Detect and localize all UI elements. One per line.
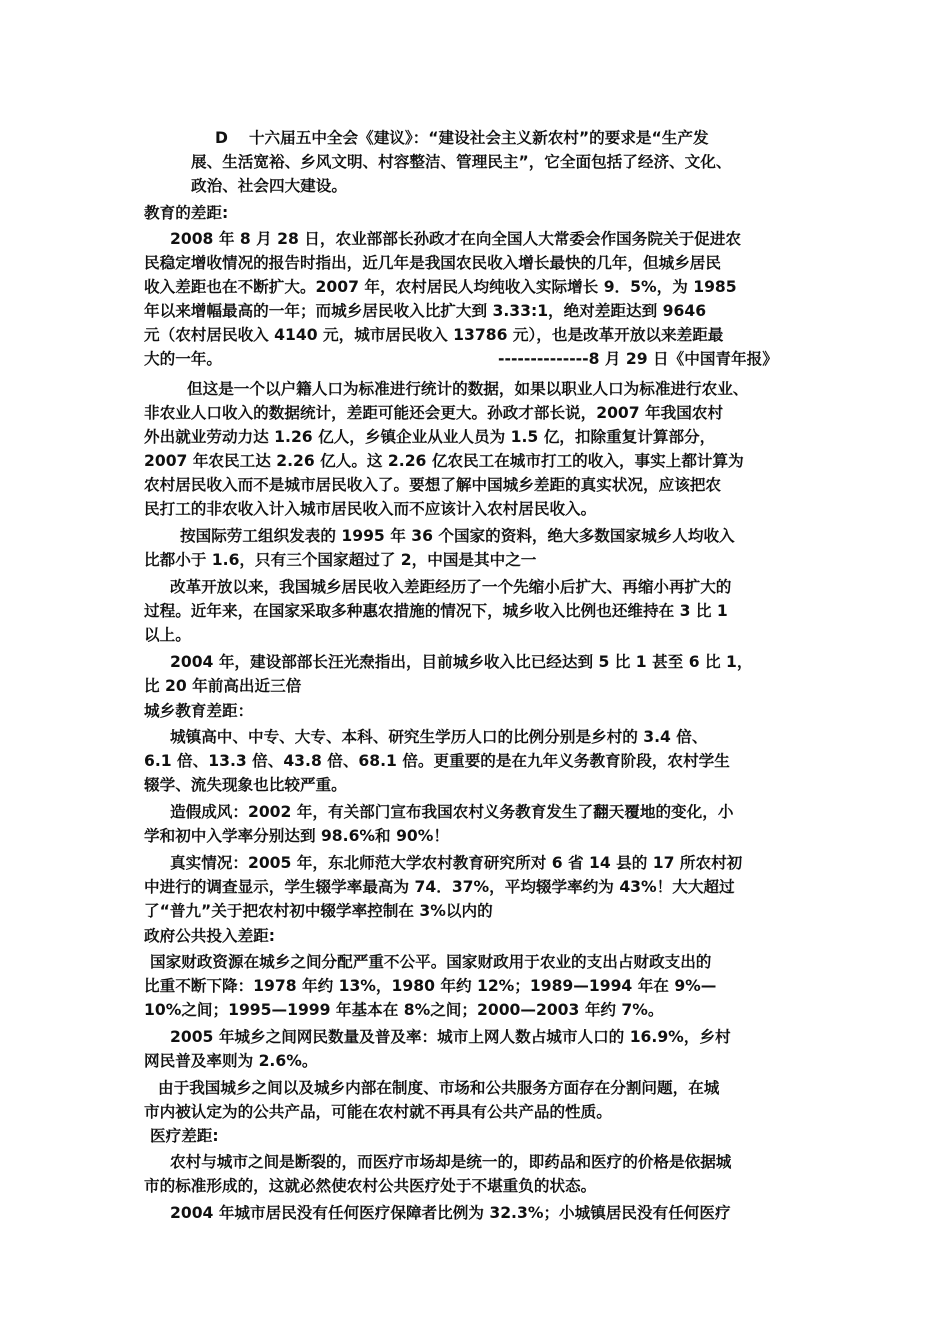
text-line: 民打工的非农收入计入城市居民收入而不应该计入农村居民收入。 — [144, 500, 597, 518]
source-citation: --------------8 月 29 日《中国青年报》 — [498, 350, 778, 368]
section-heading: 医疗差距: — [150, 1127, 219, 1145]
text-line: 6.1 倍、13.3 倍、43.8 倍、68.1 倍。更重要的是在九年义务教育阶段，农村学生 — [144, 752, 730, 770]
text-line: 元（农村居民收入 4140 元，城市居民收入 13786 元），也是改革开放以来差距最 — [144, 326, 724, 344]
section-heading: 城乡教育差距： — [144, 702, 254, 720]
text-line: 市的标准形成的，这就必然使农村公共医疗处于不堪重负的状态。 — [144, 1177, 597, 1195]
text-line: 真实情况：2005 年，东北师范大学农村教育研究所对 6 省 14 县的 17 所农村初 — [170, 854, 743, 872]
text-line: 过程。近年来，在国家采取多种惠农措施的情况下，城乡收入比例也还维持在 3 比 1 — [144, 602, 728, 620]
text-line: 造假成风：2002 年，有关部门宣布我国农村义务教育发生了翻天覆地的变化，小 — [170, 803, 734, 821]
text-line: 比 20 年前高出近三倍 — [144, 677, 302, 695]
text-line: 非农业人口收入的数据统计，差距可能还会更大。孙政才部长说，2007 年我国农村 — [144, 404, 724, 422]
text-line: 2007 年农民工达 2.26 亿人。这 2.26 亿农民工在城市打工的收入，事实上都计算为 — [144, 452, 744, 470]
text-line: 农村与城市之间是断裂的，而医疗市场却是统一的，即药品和医疗的价格是依据城 — [170, 1153, 732, 1171]
text-line: 政治、社会四大建设。 — [191, 177, 347, 195]
section-heading: 教育的差距: — [144, 204, 229, 222]
text-line: 2004 年城市居民没有任何医疗保障者比例为 32.3%；小城镇居民没有任何医疗 — [170, 1204, 731, 1222]
text-line: 了“普九”关于把农村初中辍学率控制在 3%以内的 — [144, 902, 493, 920]
text-line: 比重不断下降：1978 年约 13%，1980 年约 12%；1989—1994 年在 9%— — [144, 977, 717, 995]
text-line: 改革开放以来，我国城乡居民收入差距经历了一个先缩小后扩大、再缩小再扩大的 — [170, 578, 732, 596]
text-line: 外出就业劳动力达 1.26 亿人，乡镇企业从业人员为 1.5 亿，扣除重复计算部分， — [144, 428, 716, 446]
text-line: 收入差距也在不断扩大。2007 年，农村居民人均纯收入实际增长 9．5%，为 1985 — [144, 278, 737, 296]
text-line: 按国际劳工组织发表的 1995 年 36 个国家的资料，绝大多数国家城乡人均收入 — [180, 527, 735, 545]
section-heading: 政府公共投入差距: — [144, 927, 275, 945]
text-line: 国家财政资源在城乡之间分配严重不公平。国家财政用于农业的支出占财政支出的 — [150, 953, 712, 971]
text-line: 民稳定增收情况的报告时指出，近几年是我国农民收入增长最快的几年，但城乡居民 — [144, 254, 721, 272]
text-line: 展、生活宽裕、乡风文明、村容整洁、管理民主”，它全面包括了经济、文化、 — [191, 153, 732, 171]
text-line: 学和初中入学率分别达到 98.6%和 90%！ — [144, 827, 449, 845]
text-line: 网民普及率则为 2.6%。 — [144, 1052, 318, 1070]
text-line: 农村居民收入而不是城市居民收入了。要想了解中国城乡差距的真实状况，应该把农 — [144, 476, 721, 494]
text-line: 2004 年，建设部部长汪光焘指出，目前城乡收入比已经达到 5 比 1 甚至 6 比 1， — [170, 653, 753, 671]
text-line: 由于我国城乡之间以及城乡内部在制度、市场和公共服务方面存在分割问题，在城 — [158, 1079, 720, 1097]
text-line: 但这是一个以户籍人口为标准进行统计的数据，如果以职业人口为标准进行农业、 — [187, 380, 749, 398]
text-line: 市内被认定为的公共产品，可能在农村就不再具有公共产品的性质。 — [144, 1103, 612, 1121]
text-line: D 十六届五中全会《建议》：“建设社会主义新农村”的要求是“生产发 — [215, 129, 709, 147]
text-line: 2008 年 8 月 28 日，农业部部长孙政才在向全国人大常委会作国务院关于促进农 — [170, 230, 741, 248]
text-line: 2005 年城乡之间网民数量及普及率：城市上网人数占城市人口的 16.9%，乡村 — [170, 1028, 731, 1046]
text-line: 年以来增幅最高的一年；而城乡居民收入比扩大到 3.33:1，绝对差距达到 9646 — [144, 302, 707, 320]
text-line: 以上。 — [144, 626, 191, 644]
text-line: 中进行的调查显示，学生辍学率最高为 74．37%，平均辍学率约为 43%！大大超过 — [144, 878, 735, 896]
text-line: 大的一年。 — [144, 350, 222, 368]
text-line: 比都小于 1.6，只有三个国家超过了 2，中国是其中之一 — [144, 551, 537, 569]
text-line: 辍学、流失现象也比较严重。 — [144, 776, 347, 794]
text-line: 城镇高中、中专、大专、本科、研究生学历人口的比例分别是乡村的 3.4 倍、 — [170, 728, 708, 746]
text-line: 10%之间；1995—1999 年基本在 8%之间；2000—2003 年约 7%。 — [144, 1001, 664, 1019]
